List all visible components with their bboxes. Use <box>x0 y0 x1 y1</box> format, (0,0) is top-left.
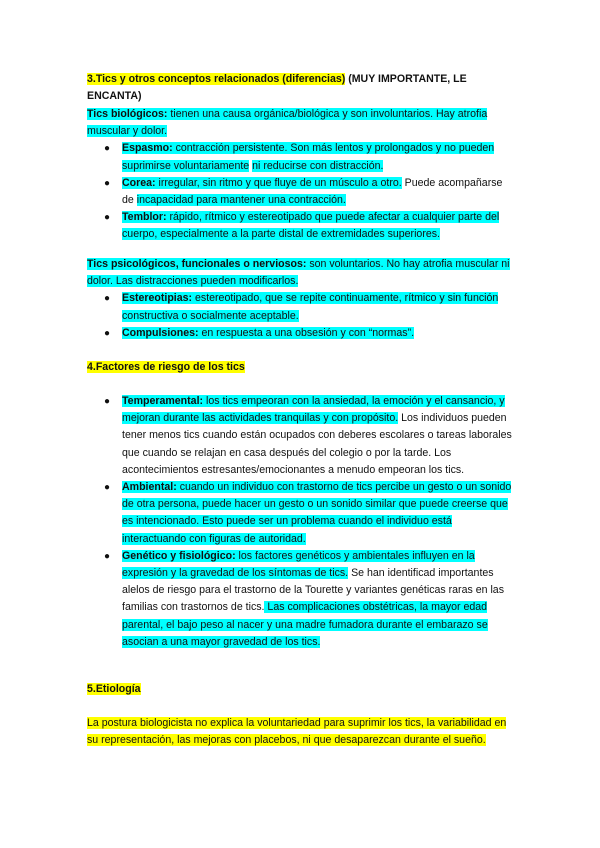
bullet-icon: ● <box>104 177 111 189</box>
term-corea: Corea: <box>122 176 156 189</box>
bullet-icon: ● <box>104 482 111 494</box>
etiology-text: La postura biologicista no explica la voluntariedad para suprimir los tics, la variabilidad en su representación, las mejoras con placebos, ni que desaparezcan durante el sueño. <box>87 717 507 747</box>
term-genetico: Genético y fisiológico: <box>122 549 236 562</box>
section-3-heading-highlight: 3.Tics y otros conceptos relacionados (diferencias) <box>87 73 346 85</box>
term-ambiental: Ambiental: <box>122 481 177 494</box>
list-item <box>87 175 517 209</box>
item-text: Puede acompañarse de <box>122 176 503 207</box>
section-4-heading-text: 4.Factores de riesgo de los tics <box>87 361 245 373</box>
bullet-icon: ● <box>104 550 111 562</box>
section-3-heading <box>87 71 517 105</box>
item-text: Los individuos pueden tener menos tics cuando están ocupados con deberes escolares o tareas laborales que cuando se relajan en casa después del colegio o por la tarde. Los acontecimientos estresantes/emocionantes a menudo empeoran los tics. <box>122 412 512 476</box>
risk-factors-list <box>87 393 517 651</box>
term-estereotipias: Estereotipias: <box>122 292 193 305</box>
item-text: incapacidad para mantener una contracción. <box>136 194 346 207</box>
item-text: los tics empeoran con la ansiedad, la emoción y el cansancio, y mejoran durante las actividades tranquilas y con propósito. <box>122 395 505 425</box>
list-item <box>87 140 517 174</box>
item-text: contracción persistente. Son más lentos y prolongados y no pueden suprimirse voluntariamente <box>122 142 495 172</box>
section-3-heading-note: (MUY IMPORTANTE, LE ENCANTA) <box>87 73 467 103</box>
biological-tics-block <box>87 106 517 244</box>
section-5-heading <box>87 681 517 698</box>
list-item <box>87 393 517 479</box>
list-item <box>87 209 517 243</box>
biological-tics-list <box>87 140 517 243</box>
item-text: los factores genéticos y ambientales influyen en la expresión y la gravedad de los síntomas de tics. <box>122 549 475 580</box>
biological-tics-text: tienen una causa orgánica/biológica y son involuntarios. Hay atrofia muscular y dolor. <box>87 108 488 138</box>
term-compulsiones: Compulsiones: <box>122 326 199 339</box>
psychological-tics-label: Tics psicológicos, funcionales o nerviosos: <box>87 258 307 270</box>
list-item <box>87 548 517 651</box>
section-5-heading-text: 5.Etiología <box>87 683 141 695</box>
item-text: Se han identificad importantes alelos de riesgo para el trastorno de la Tourette y variantes genéticas raras en las familias con trastornos de tics. <box>122 567 504 614</box>
item-text: ni reducirse con distracción. <box>252 159 384 172</box>
term-temblor: Temblor: <box>122 211 167 224</box>
list-item <box>87 325 517 342</box>
psychological-tics-list <box>87 290 517 342</box>
bullet-icon: ● <box>104 212 111 224</box>
etiology-paragraph <box>87 715 517 749</box>
bullet-icon: ● <box>104 143 111 155</box>
item-text: cuando un individuo con trastorno de tics percibe un gesto o un sonido de otra persona, puede hacer un gesto o un sonido similar que puede creerse que es intencionado. Esto puede ser un problema cuando el individuo está interactuando con figuras de autoridad. <box>122 481 512 545</box>
item-text: Las complicaciones obstétricas, la mayor edad parental, el bajo peso al nacer y una madre fumadora durante el embarazo se asocian a una mayor gravedad de los tics. <box>122 601 488 648</box>
biological-tics-label: Tics biológicos: <box>87 108 168 120</box>
psychological-tics-block <box>87 256 517 342</box>
section-4-heading <box>87 359 517 376</box>
term-temperamental: Temperamental: <box>122 395 204 407</box>
list-item <box>87 479 517 548</box>
psychological-tics-text: son voluntarios. No hay atrofia muscular ni dolor. Las distracciones pueden modificarlos. <box>87 258 510 288</box>
bullet-icon: ● <box>104 396 111 407</box>
bullet-icon: ● <box>104 327 111 339</box>
bullet-icon: ● <box>104 293 111 305</box>
item-text: estereotipado, que se repite continuamente, rítmico y sin función constructiva o socialmente aceptable. <box>122 292 499 322</box>
item-text: rápido, rítmico y estereotipado que puede afectar a cualquier parte del cuerpo, especialmente a la parte distal de extremidades superiores. <box>122 211 500 241</box>
biological-tics-intro <box>87 106 517 140</box>
term-espasmo: Espasmo: <box>122 142 173 155</box>
list-item <box>87 290 517 324</box>
item-text: en respuesta a una obsesión y con “normas”. <box>198 326 415 339</box>
item-text: irregular, sin ritmo y que fluye de un músculo a otro. <box>155 176 402 189</box>
psychological-tics-intro <box>87 256 517 290</box>
risk-factors-block <box>87 393 517 651</box>
